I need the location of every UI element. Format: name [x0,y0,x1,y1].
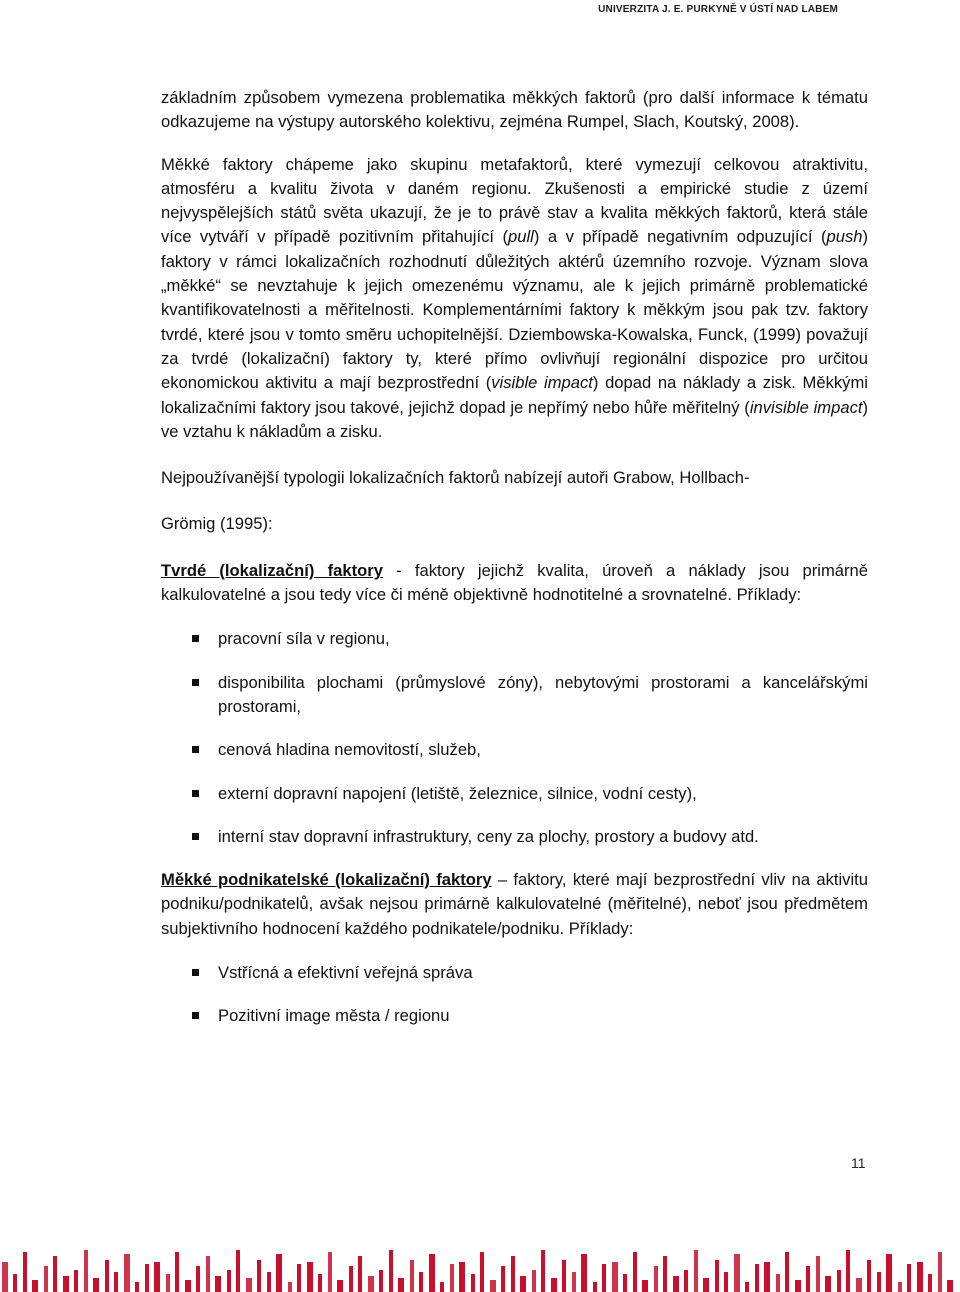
footer-bar-segment [379,1270,383,1292]
term-push: push [826,227,863,247]
footer-bar-segment [63,1276,69,1292]
footer-bar-segment [276,1254,282,1292]
footer-bar-segment [2,1262,8,1292]
footer-bar-segment [389,1250,393,1292]
footer-bar-segment [886,1254,892,1292]
footer-bar-segment [297,1264,301,1292]
footer-bar-segment [856,1278,862,1292]
footer-bar-segment [490,1280,496,1292]
university-logo-text: UNIVERZITA J. E. PURKYNĚ V ÚSTÍ NAD LABEM [598,4,838,15]
footer-bar-segment [32,1280,38,1292]
footer-bar-segment [84,1250,88,1292]
footer-bar-segment [23,1252,27,1292]
footer-bar-segment [623,1274,627,1292]
list-item: disponibilita plochami (průmyslové zóny), nebytovými prostorami a kancelářskými prostorami, [161,671,868,720]
footer-bar-segment [795,1280,801,1292]
footer-bar-segment [947,1280,953,1292]
footer-bar-segment [825,1276,831,1292]
term-visible-impact: visible impact [491,373,593,393]
footer-bar-segment [867,1260,871,1292]
footer-bar-segment [227,1270,231,1292]
hard-factors-term: Tvrdé (lokalizační) faktory [161,560,383,580]
footer-bar-segment [93,1278,99,1292]
footer-bar-segment [236,1250,240,1292]
footer-bar-segment [267,1272,271,1292]
footer-bar-segment [145,1264,149,1292]
footer-bar-segment [541,1250,545,1292]
footer-bar-segment [703,1278,709,1292]
footer-bar-segment [13,1274,17,1292]
paragraph-hard-factors: Tvrdé (lokalizační) faktory - faktory jejichž kvalita, úroveň a náklady jsou primárně kalkulovatelné a jsou tedy více či méně objektivně hodnotitelné a srovnatelné. Příklady: [161,560,868,605]
footer-bar-segment [480,1252,484,1292]
footer-bar-segment [501,1266,505,1292]
footer-bar-segment [715,1260,719,1292]
footer-bar-segment [206,1256,210,1292]
term-invisible-impact: invisible impact [749,397,863,417]
document-body [161,86,868,1029]
footer-bar-segment [74,1270,78,1292]
footer-bar-segment [877,1272,881,1292]
hard-examples-list [161,627,868,849]
list-item: externí dopravní napojení (letiště, železnice, silnice, vodní cesty), [161,782,868,806]
list-item: Pozitivní image města / regionu [161,1004,868,1028]
footer-bar-segment [318,1274,322,1292]
footer-bar-segment [105,1260,109,1292]
footer-bar-segment [694,1250,698,1292]
footer-bar-segment [724,1272,728,1292]
footer-bar-segment [572,1272,576,1292]
footer-bar-segment [684,1270,688,1292]
footer-bar-segment [776,1274,780,1292]
footer-bar-segment [673,1276,679,1292]
footer-bar-segment [349,1266,353,1292]
footer-bar-segment [837,1270,841,1292]
footer-bar-segment [642,1280,648,1292]
footer-bar-segment [410,1260,414,1292]
footer-bar-segment [419,1272,423,1292]
footer-bar-segment [471,1274,475,1292]
footer-bar-segment [307,1262,313,1292]
footer-bar-segment [429,1254,435,1292]
paragraph-typology-line1: Nejpoužívanější typologii lokalizačních faktorů nabízejí autoři Grabow, Hollbach- [161,468,750,488]
footer-bar-segment [551,1278,557,1292]
footer-bar-segment [846,1250,850,1292]
footer-bar-segment [440,1282,444,1292]
footer-bar-segment [135,1282,139,1292]
footer-bar-segment [938,1252,942,1292]
list-item: interní stav dopravní infrastruktury, ceny za plochy, prostory a budovy atd. [161,825,868,849]
footer-bar-segment [520,1276,526,1292]
footer-bar-segment [398,1278,404,1292]
footer-bar-segment [734,1254,740,1292]
list-item: Vstřícná a efektivní veřejná správa [161,961,868,985]
footer-bar-segment [215,1276,221,1292]
footer-bar-segment [816,1256,820,1292]
footer-bar-segment [185,1280,191,1292]
paragraph-soft-business-factors: Měkké podnikatelské (lokalizační) faktory – faktory, které mají bezprostřední vliv na aktivitu podniku/podnikatelů, avšak nejsou primárně kalkulovatelné (měřitelné), neboť jsou předmětem subjektivního hodnocení každého podnikatele/podniku. Příklady: [161,870,868,938]
footer-bar-segment [562,1260,566,1292]
footer-bar-segment [663,1256,667,1292]
paragraph-intro: základním způsobem vymezena problematika měkkých faktorů (pro další informace k tématu odkazujeme na výstupy autorského kolektivu, zejména Rumpel, Slach, Koutský, 2008). [161,88,868,132]
footer-bar-segment [511,1256,515,1292]
footer-bar-segment [154,1262,160,1292]
footer-bar-segment [593,1282,597,1292]
footer-bar-segment [654,1266,658,1292]
paragraph-typology-line2: Grömig (1995): [161,514,273,534]
footer-bar-segment [785,1252,789,1292]
footer-bar-segment [612,1262,618,1292]
footer-bar-segment [450,1264,454,1292]
footer-bar-segment [745,1282,749,1292]
footer-bar-segment [459,1262,465,1292]
list-item: cenová hladina nemovitostí, služeb, [161,738,868,762]
footer-bar-segment [288,1282,292,1292]
footer-bar-segment [764,1262,770,1292]
footer-bar-segment [581,1254,587,1292]
footer-bar-segment [907,1264,911,1292]
soft-factors-term: Měkké podnikatelské (lokalizační) faktory [161,870,492,890]
footer-bar-segment [633,1252,637,1292]
footer-bar-segment [755,1264,759,1292]
footer-bar-segment [196,1266,200,1292]
footer-bar-segment [328,1252,332,1292]
footer-bar-segment [53,1256,57,1292]
footer-bar-segment [806,1266,810,1292]
footer-bar-segment [166,1274,170,1292]
footer-bar-segment [175,1252,179,1292]
footer-bar-segment [917,1262,923,1292]
soft-examples-list [161,961,868,1029]
footer-bar-segment [257,1260,261,1292]
footer-bar-segment [532,1270,536,1292]
page-number: 11 [851,1155,866,1171]
term-pull: pull [508,227,534,247]
footer-bar-segment [124,1254,130,1292]
footer-bar-segment [602,1264,606,1292]
footer-bar-segment [898,1282,902,1292]
footer-bar-segment [368,1276,374,1292]
footer-bar-segment [114,1272,118,1292]
footer-bar-segment [928,1274,932,1292]
footer-decoration [0,1248,960,1292]
paragraph-soft-factors: Měkké faktory chápeme jako skupinu metafaktorů, které vymezují celkovou atraktivitu, atmosféru a kvalitu života v daném regionu. Zkušenosti a empirické studie z území nejvyspělejších států světa ukazují, že je to právě stav a kvalita měkkých faktorů, která stále více vytváří v případě pozitivním přitahující (pull) a v případě negativním odpuzující (push) faktory v rámci lokalizačních rozhodnutí důležitých aktérů územního rozvoje. Význam slova „měkké“ se nevztahuje k jejich omezenému významu, ale k jejich primárně problematické kvantifikovatelnosti a měřitelnosti. Komplementárními faktory k měkkým jsou pak tzv. faktory tvrdé, které jsou v tomto směru uchopitelnější. Dziembowska-Kowalska, Funck, (1999) považují za tvrdé (lokalizační) faktory ty, které přímo ovlivňují regionální dispozice pro určitou ekonomickou aktivitu a mají bezprostřední (visible impact) dopad na náklady a zisk. Měkkými lokalizačními faktory jsou takové, jejichž dopad je nepřímý nebo hůře měřitelný (invisible impact) ve vztahu k nákladům a zisku. [161,154,869,441]
footer-bar-segment [44,1266,48,1292]
list-item: pracovní síla v regionu, [161,627,868,651]
footer-bar-segment [337,1280,343,1292]
footer-bar-segment [358,1256,362,1292]
footer-bar-segment [246,1278,252,1292]
